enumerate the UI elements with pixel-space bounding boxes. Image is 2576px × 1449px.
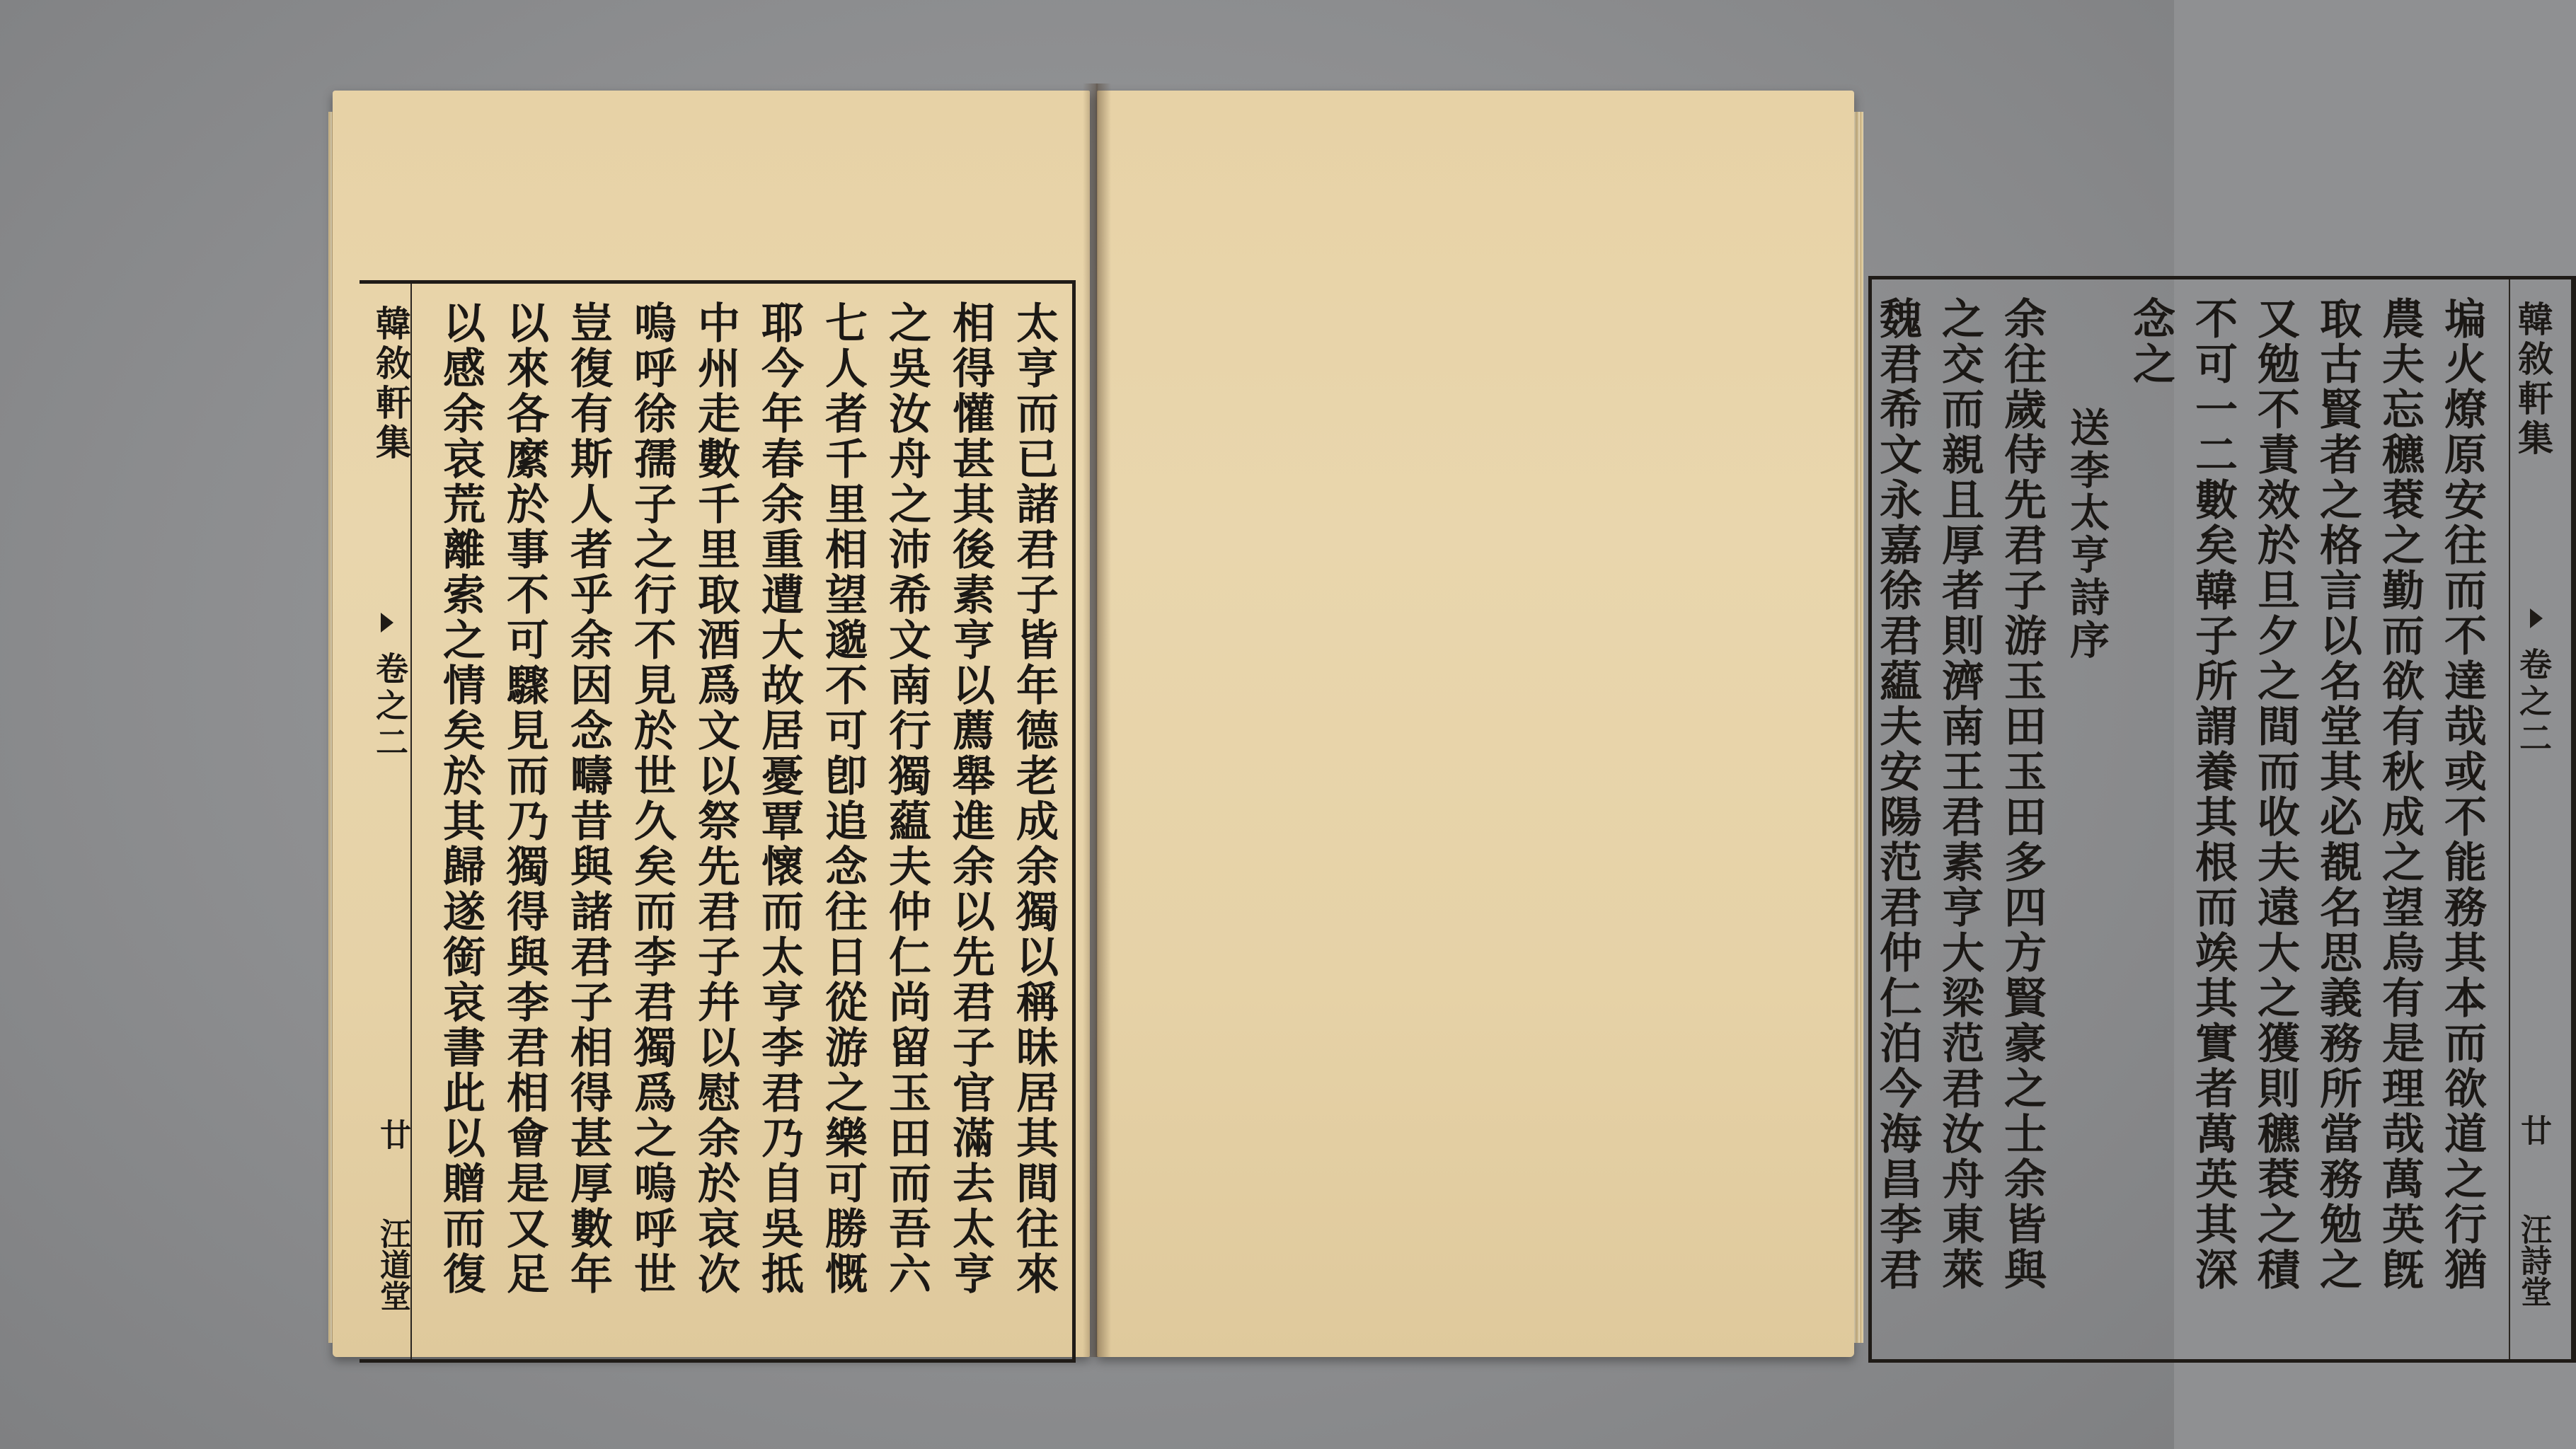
left-column-1: 太亨而已諸君子皆年德老成余獨以稱昧居其間往來 (1009, 301, 1059, 1297)
right-column-5: 不可一二數矣韓子所謂養其根而竢其實者萬英其深 (2188, 296, 2238, 1293)
left-page (333, 91, 1090, 1357)
right-column-3: 取古賢者之格言以名堂其必覩名思義務所當務勉之 (2313, 296, 2362, 1293)
left-column-6: 中州走數千里取酒爲文以祭先君子幷以慰余於哀次 (691, 301, 740, 1297)
book-gutter (1083, 83, 1111, 1357)
right-column-10: 魏君希文永嘉徐君藴夫安陽范君仲仁泊今海昌李君 (1873, 296, 1922, 1293)
left-column-9: 以來各縻於事不可驟見而乃獨得與李君相會是又足 (500, 301, 549, 1297)
right-center-volume: 卷之二 (2514, 647, 2553, 758)
left-column-10: 以感余哀荒離索之情矣於其歸遂銜哀書此以贈而復 (436, 301, 485, 1297)
left-column-7: 嗚呼徐孺子之行不見於世久矣而李君獨爲之嗚呼世 (627, 301, 677, 1297)
left-publisher-mark: 汪道堂 (374, 1218, 410, 1311)
right-publisher-mark: 汪詩堂 (2515, 1213, 2551, 1307)
essay-title: 送李太亨詩序 (2064, 407, 2110, 662)
right-column-8: 余往歲侍先君子游玉田玉田多四方賢豪之士余皆與 (1997, 296, 2047, 1293)
right-leaf-number: 廿 (2515, 1114, 2551, 1145)
left-column-3: 之吳汝舟之沛希文南行獨藴夫仲仁尚留玉田而吾六 (882, 301, 931, 1297)
right-print-frame (1868, 276, 2576, 1363)
left-center-volume: 卷之二 (371, 652, 409, 762)
right-column-4: 又勉不責效於旦夕之間而收夫遠大之獲則穮蔉之積 (2250, 296, 2300, 1293)
left-column-2: 相得懽甚其後素亨以薦舉進余以先君子官滿去太亨 (945, 301, 995, 1297)
right-column-1: 𡎚火燎原安往而不達哉或不能務其本而欲道之行猶 (2437, 296, 2487, 1293)
right-column-2: 農夫忘穮蔉之勤而欲有秋成之望烏有是理哉萬英旣 (2375, 296, 2425, 1293)
left-center-title: 韓敘軒集 (370, 305, 412, 463)
right-page (1097, 91, 2554, 1357)
left-leaf-number: 廿 (374, 1119, 410, 1150)
left-column-4: 七人者千里相望邈不可卽追念往日從游之樂可勝慨 (818, 301, 868, 1297)
open-book (333, 83, 2554, 1357)
left-print-frame (360, 280, 1076, 1363)
left-column-8: 豈復有斯人者乎余因念疇昔與諸君子相得甚厚數年 (563, 301, 613, 1297)
right-center-title: 韓敘軒集 (2512, 301, 2554, 459)
left-column-5: 耶今年春余重遭大故居憂覃懷而太亨李君乃自吳抵 (754, 301, 804, 1297)
right-column-6: 念之 (2126, 296, 2175, 387)
right-column-9: 之交而親且厚者則濟南王君素亨大梁范君汝舟東萊 (1935, 296, 1984, 1293)
